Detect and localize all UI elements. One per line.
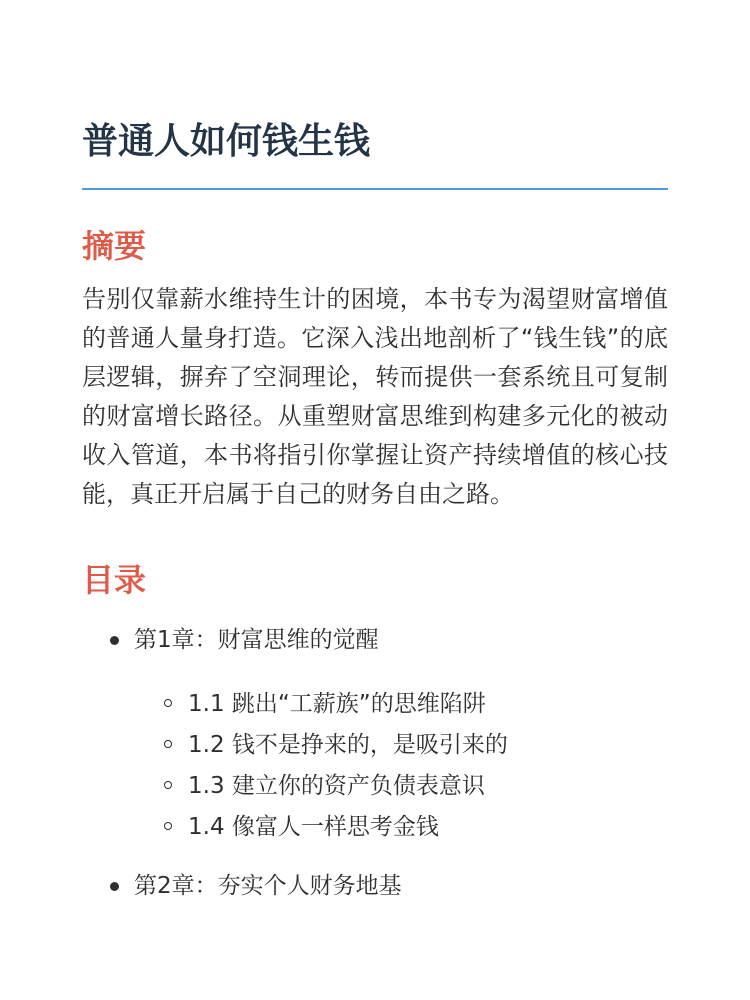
abstract-text: 告别仅靠薪水维持生计的困境，本书专为渴望财富增值的普通人量身打造。它深入浅出地剖析了“钱生钱”的底层逻辑，摒弃了空洞理论，转而提供一套系统且可复制的财富增长路径。从重塑财富思维到构建多元化的被动收入管道，本书将指引你掌握让资产持续增值的核心技能，真正开启属于自己的财务自由之路。 [82,285,668,508]
toc-section-item: 1.1 跳出“工薪族”的思维陷阱 [134,684,668,725]
toc-chapter-1 [82,620,668,848]
toc-section-item: 1.3 建立你的资产负债表意识 [134,766,668,807]
toc-chapter-2 [82,866,668,906]
toc-chapter-label: 第2章：夯实个人财务地基 [134,873,402,899]
table-of-contents [82,620,668,906]
toc-heading: 目录 [82,561,147,599]
abstract-heading: 摘要 [82,227,147,265]
toc-section-item: 1.2 钱不是挣来的，是吸引来的 [134,725,668,766]
toc-section-list [134,684,668,848]
toc-section-item: 1.4 像富人一样思考金钱 [134,807,668,848]
title-divider [82,188,668,190]
toc-chapter-label: 第1章：财富思维的觉醒 [134,627,379,653]
page-title: 普通人如何钱生钱 [82,121,371,162]
